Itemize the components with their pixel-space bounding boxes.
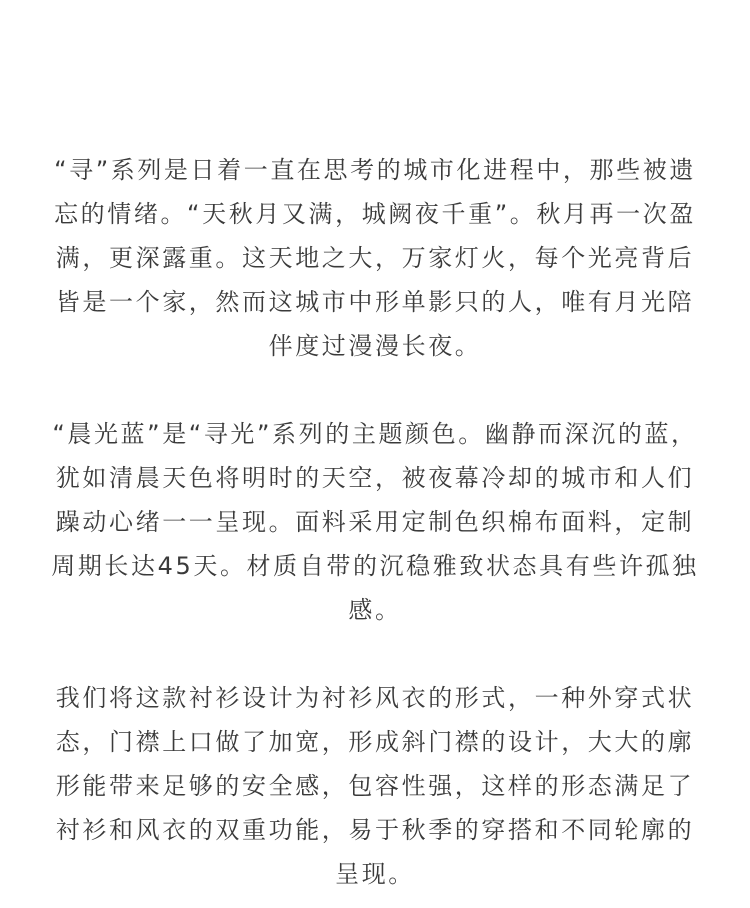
- text-line: 衬衫和风衣的双重功能，易于秋季的穿搭和不同轮廓的: [55, 816, 695, 844]
- text-line: 形能带来足够的安全感，包容性强，这样的形态满足了: [55, 772, 695, 800]
- text-line: “晨光蓝”是“寻光”系列的主题颜色。幽静而深沉的蓝，: [52, 420, 698, 448]
- text-line: 我们将这款衬衫设计为衬衫风衣的形式，一种外穿式状: [55, 684, 695, 712]
- text-line: 周期长达45天。材质自带的沉稳雅致状态具有些许孤独: [51, 552, 699, 580]
- text-line: 躁动心绪一一呈现。面料采用定制色织棉布面料，定制: [55, 508, 695, 536]
- paragraph-dawn-blue: [26, 412, 724, 632]
- text-line: 呈现。: [335, 860, 415, 888]
- paragraph-shirt-design: [26, 676, 724, 896]
- text-line: 犹如清晨天色将明时的天空，被夜幕冷却的城市和人们: [55, 464, 695, 492]
- text-line: 态，门襟上口做了加宽，形成斜门襟的设计，大大的廓: [55, 728, 695, 756]
- text-line: 伴度过漫漫长夜。: [268, 332, 482, 360]
- text-line: “寻”系列是日着一直在思考的城市化进程中，那些被遗: [54, 156, 696, 184]
- text-line: 忘的情绪。“天秋月又满，城阙夜千重”。秋月再一次盈: [54, 200, 696, 228]
- text-line: 满，更深露重。这天地之大，万家灯火，每个光亮背后: [55, 244, 695, 272]
- article-body: [26, 148, 724, 896]
- text-line: 感。: [348, 596, 402, 624]
- text-line: 皆是一个家，然而这城市中形单影只的人，唯有月光陪: [55, 288, 695, 316]
- paragraph-xun-series: [26, 148, 724, 368]
